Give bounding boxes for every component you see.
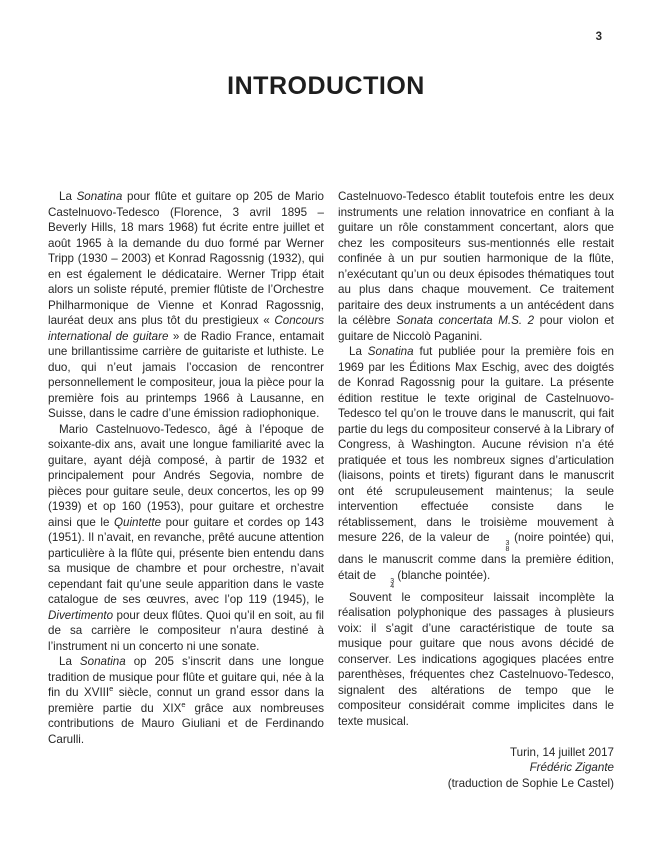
- paragraph: La Sonatina pour flûte et guitare op 205 de Mario Castelnuovo-Tedesco (Florence, 3 avril 1895 – Beverly Hills, 18 mars 1968) fut écrite entre juillet et août 1965 à la demande du duo formé par Werner Tripp (1930 – 2003) et Konrad Ragossnig (1932), qui en est également le dédicataire. Werner Tripp était alors un soliste réputé, premier flûtiste de l’Orchestre Philharmonique de Vienne et Konrad Ragossnig, lauréat deux ans plus tôt du prestigieux « Concours international de guitare » de Radio France, entamait une brillantissime carrière de guitariste et luthiste. Le duo, qui n’eut jamais l’occasion de rencontrer personnellement le compositeur, joua la pièce pour la première fois au printemps 1966 à Lausanne, en Suisse, dans le cadre d’une émission radiophonique.: [48, 190, 324, 420]
- paragraph: Souvent le compositeur laissait incomplète la réalisation polyphonique des passages à plusieurs voix: il s’agit d’une caractéristique de toute sa musique pour guitare que nous avons décidé de conserver. Les indications agogiques placées entre parenthèses, fréquentes chez Castelnuovo-Tedesco, signalent des altérations de tempo que le compositeur considérait comme implicites dans le texte musical.: [338, 590, 614, 728]
- paragraph: Castelnuovo-Tedesco établit toutefois entre les deux instruments une relation innovatrice en confiant à la guitare un rôle constamment concertant, alors que chez les compositeurs sus-mentionnés elle restait confinée à un pur soutien harmonique de la flûte, n’exécutant qu’un ou deux épisodes thématiques tout au plus dans chaque mouvement. Ce traitement paritaire des deux instruments a un antécédent dans la célèbre Sonata concertata M.S. 2 pour violon et guitare de Niccolò Paganini.: [338, 190, 614, 343]
- signature-block: [338, 745, 614, 792]
- signature-place-date: Turin, 14 juillet 2017: [510, 745, 614, 759]
- signature-author: Frédéric Zigante: [529, 761, 614, 774]
- page-number: 3: [595, 31, 602, 43]
- signature-translation: (traduction de Sophie Le Castel): [447, 776, 614, 790]
- paragraph: La Sonatina op 205 s’inscrit dans une longue tradition de musique pour flûte et guitare qui, née à la fin du XVIIIe siècle, connut un grand essor dans la première partie du XIXe grâce aux nombreuses contributions de Mauro Giuliani et de Ferdinando Carulli.: [48, 655, 324, 746]
- column-left: [48, 189, 324, 791]
- page-title: INTRODUCTION: [227, 72, 425, 100]
- paragraph: La Sonatina fut publiée pour la première fois en 1969 par les Éditions Max Eschig, avec des doigtés de Konrad Ragossnig pour la guitare. La présente édition restitue le texte original de Castelnuovo-Tedesco tel qu’on le trouve dans le manuscrit, qui fait partie du legs du compositeur conservé à la Library of Congress, à Washington. Aucune révision n’a été pratiquée et tous les nombreux signes d’articulation (liaisons, points et tirets) figurant dans le manuscrit ont été scrupuleusement maintenus; la seule intervention effectuée consiste dans le rétablissement, dans le troisième mouvement à mesure 226, de la valeur de 3 8 (noire pointée) qui, dans le manuscrit comme dans la première édition, était de 3 4 (blanche pointée).: [338, 345, 614, 590]
- column-right: [338, 189, 614, 791]
- two-column-text: [48, 189, 614, 791]
- time-value-fraction: 3 4: [390, 577, 395, 590]
- time-value-fraction: 3 8: [505, 540, 510, 553]
- paragraph: Mario Castelnuovo-Tedesco, âgé à l’époque de soixante-dix ans, avait une longue familiarité avec la guitare, ayant déjà composé, à partir de 1932 et principalement pour Andrés Segovia, nombre de pièces pour guitare seule, deux concertos, les op 99 (1939) et op 160 (1953), pour guitare et orchestre ainsi que le Quintette pour guitare et cordes op 143 (1951). Il n’avait, en revanche, prêté aucune attention particulière à la flûte qui, présente bien entendu dans sa musique de chambre et pour orchestre, n’avait cependant fait qu’une seule apparition dans le vaste catalogue de ses œuvres, avec l’op 119 (1945), le Divertimento pour deux flûtes. Quoi qu’il en soit, au fil de sa carrière le compositeur n’aura destiné à l’instrument ni un concerto ni une sonate.: [48, 422, 324, 653]
